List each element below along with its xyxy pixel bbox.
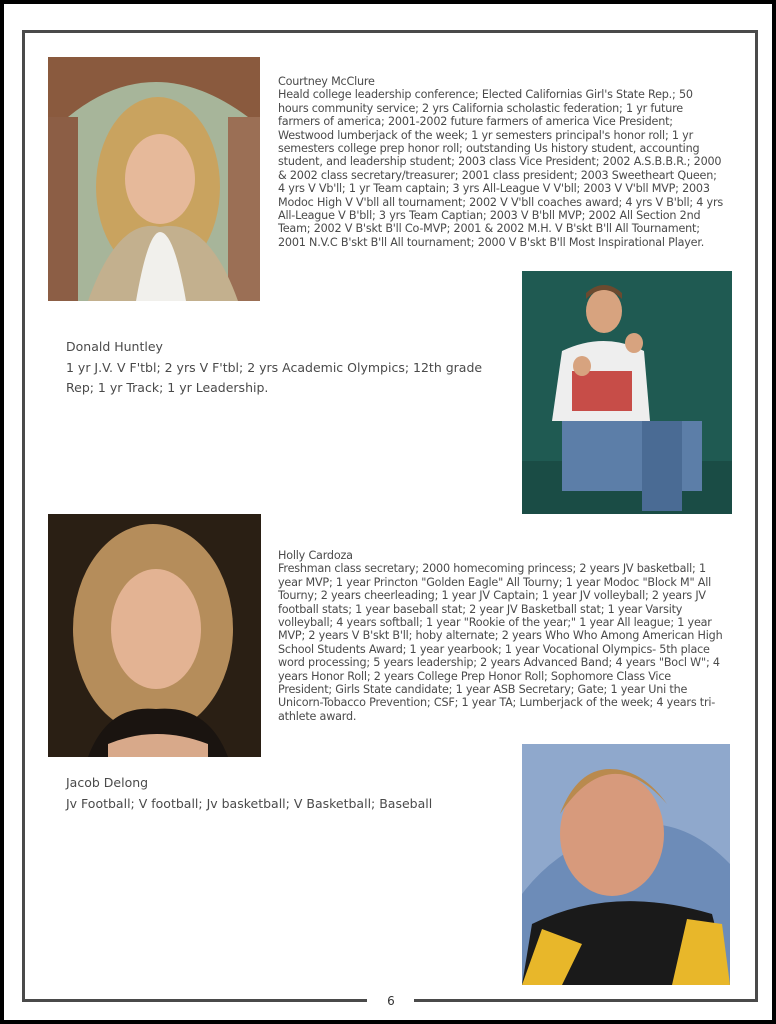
page-number: 6 <box>387 994 395 1008</box>
bio-jacob-delong <box>66 773 506 814</box>
student-bio: Jv Football; V football; Jv basketball; V Basketball; Baseball <box>66 796 433 811</box>
photo-holly-cardoza <box>48 514 261 757</box>
photo-courtney-mcclure <box>48 57 260 301</box>
left-border-rule <box>22 30 25 1002</box>
student-name: Jacob Delong <box>66 775 149 790</box>
bio-donald-huntley <box>66 337 506 398</box>
right-border-rule <box>755 30 758 1002</box>
student-name: Courtney McClure <box>278 75 375 88</box>
bottom-border-rule-left <box>22 999 367 1002</box>
student-name: Donald Huntley <box>66 339 163 354</box>
bottom-border-rule-right <box>414 999 758 1002</box>
student-bio: 1 yr J.V. V F'tbl; 2 yrs V F'tbl; 2 yrs Academic Olympics; 12th grade Rep; 1 yr Track; 1 yr Leadership. <box>66 360 483 395</box>
bio-courtney-mcclure <box>278 75 726 249</box>
photo-jacob-delong <box>522 744 730 985</box>
student-bio: Freshman class secretary; 2000 homecoming princess; 2 years JV basketball; 1 year MVP; 1 year Princton "Golden Eagle" All Tourny; 1 year Modoc "Block M" All Tourny; 2 years cheerleading; 1 year JV Captain; 1 year JV volleyball; 2 years JV football stats; 1 year baseball stat; 2 year JV Basketball stat; 1 year Varsity volleyball; 4 years softball; 1 year "Rookie of the year;" 1 year All league; 1 year MVP; 2 years V B'skt B'll; hoby alternate; 2 years Who Who Among American High School Students Award; 1 year yearbook; 1 year Vocational Olympics- 5th place word processing; 5 years leadership; 2 years Advanced Band; 4 years "Bocl W"; 4 years Honor Roll; 2 years College Prep Honor Roll; Sophomore Class Vice President; Girls State candidate; 1 year ASB Secretary; Gate; 1 year Uni the Unicorn-Tobacco Prevention; CSF; 1 year TA; Lumberjack of the week; 4 years tri-athlete award. <box>278 562 723 723</box>
student-bio: Heald college leadership conference; Elected Californias Girl's State Rep.; 50 hours community service; 2 yrs California scholastic federation; 1 yr future farmers of america; 2001-2002 future farmers of america Vice President; Westwood lumberjack of the week; 1 yr semesters principal's honor roll; 1 yr semesters college prep honor roll; outstanding Us history student, accounting student, and leadership student; 2003 class Vice President; 2002 A.S.B.B.R.; 2000 & 2002 class secretary/treasurer; 2001 class president; 2003 Sweetheart Queen; 4 yrs V Vb'll; 1 yr Team captain; 3 yrs All-League V V'bll; 2003 V V'bll MVP; 2003 Modoc High V V'bll all tournament; 2002 V V'bll coaches award; 4 yrs V B'bll; 4 yrs All-League V B'bll; 3 yrs Team Captian; 2003 V B'bll MVP; 2002 All Section 2nd Team; 2002 V B'skt B'll Co-MVP; 2001 & 2002 M.H. V B'skt B'll All Tournament; 2001 N.V.C B'skt B'll All tournament; 2000 V B'skt B'll Most Inspirational Player. <box>278 88 724 249</box>
student-name: Holly Cardoza <box>278 549 353 562</box>
bio-holly-cardoza <box>278 549 728 723</box>
photo-donald-huntley <box>522 271 732 514</box>
top-border-rule <box>22 30 758 33</box>
